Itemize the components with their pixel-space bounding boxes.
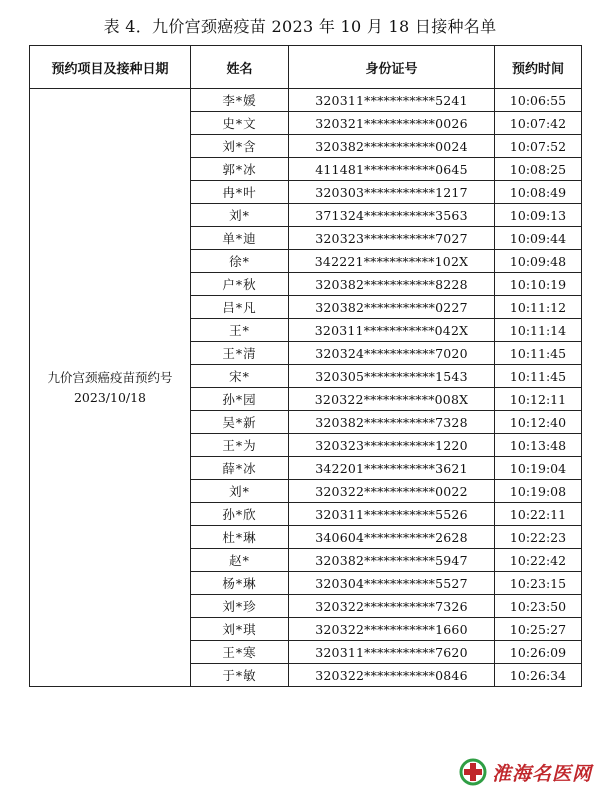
name-cell: 户*秋: [191, 273, 289, 296]
id-number-cell: 320324***********7020: [289, 342, 495, 365]
appointment-time-cell: 10:19:04: [495, 457, 582, 480]
appointment-time-cell: 10:19:08: [495, 480, 582, 503]
group-cell: [30, 89, 191, 687]
name-cell: 吴*新: [191, 411, 289, 434]
appointment-time-cell: 10:25:27: [495, 618, 582, 641]
id-number-cell: 320322***********0846: [289, 664, 495, 687]
name-cell: 郭*冰: [191, 158, 289, 181]
id-number-cell: 320305***********1543: [289, 365, 495, 388]
name-cell: 王*寒: [191, 641, 289, 664]
header-id: 身份证号: [289, 46, 495, 89]
id-number-cell: 320382***********8228: [289, 273, 495, 296]
appointment-time-cell: 10:22:11: [495, 503, 582, 526]
appointment-time-cell: 10:26:34: [495, 664, 582, 687]
appointment-time-cell: 10:26:09: [495, 641, 582, 664]
appointment-time-cell: 10:11:45: [495, 342, 582, 365]
name-cell: 刘*含: [191, 135, 289, 158]
appointment-time-cell: 10:09:44: [495, 227, 582, 250]
appointment-time-cell: 10:11:45: [495, 365, 582, 388]
id-number-cell: 320321***********0026: [289, 112, 495, 135]
table-caption: 表 4．九价宫颈癌疫苗 2023 年 10 月 18 日接种名单: [103, 17, 497, 36]
table-row: [30, 89, 582, 112]
name-cell: 王*为: [191, 434, 289, 457]
name-cell: 李*媛: [191, 89, 289, 112]
id-number-cell: 342221***********102X: [289, 250, 495, 273]
appointment-time-cell: 10:22:23: [495, 526, 582, 549]
medical-cross-logo-icon: [458, 757, 488, 787]
header-name: 姓名: [191, 46, 289, 89]
id-number-cell: 320311***********7620: [289, 641, 495, 664]
id-number-cell: 340604***********2628: [289, 526, 495, 549]
table-body: [30, 89, 582, 687]
appointment-time-cell: 10:09:13: [495, 204, 582, 227]
name-cell: 单*迪: [191, 227, 289, 250]
name-cell: 史*文: [191, 112, 289, 135]
appointment-time-cell: 10:08:25: [495, 158, 582, 181]
appointment-time-cell: 10:22:42: [495, 549, 582, 572]
appointment-time-cell: 10:07:42: [495, 112, 582, 135]
id-number-cell: 320382***********5947: [289, 549, 495, 572]
id-number-cell: 320323***********7027: [289, 227, 495, 250]
id-number-cell: 320311***********5241: [289, 89, 495, 112]
id-number-cell: 320322***********1660: [289, 618, 495, 641]
name-cell: 刘*: [191, 204, 289, 227]
id-number-cell: 320303***********1217: [289, 181, 495, 204]
appointment-time-cell: 10:11:12: [495, 296, 582, 319]
name-cell: 杨*琳: [191, 572, 289, 595]
appointment-time-cell: 10:12:11: [495, 388, 582, 411]
id-number-cell: 320322***********008X: [289, 388, 495, 411]
name-cell: 徐*: [191, 250, 289, 273]
appointment-time-cell: 10:23:15: [495, 572, 582, 595]
appointment-time-cell: 10:09:48: [495, 250, 582, 273]
header-time: 预约时间: [495, 46, 582, 89]
id-number-cell: 342201***********3621: [289, 457, 495, 480]
name-cell: 薛*冰: [191, 457, 289, 480]
name-cell: 孙*欣: [191, 503, 289, 526]
appointment-time-cell: 10:10:19: [495, 273, 582, 296]
vaccination-roster-table: [29, 45, 582, 687]
id-number-cell: 320322***********0022: [289, 480, 495, 503]
name-cell: 宋*: [191, 365, 289, 388]
name-cell: 王*清: [191, 342, 289, 365]
id-number-cell: 320382***********0227: [289, 296, 495, 319]
id-number-cell: 320382***********7328: [289, 411, 495, 434]
appointment-time-cell: 10:12:40: [495, 411, 582, 434]
id-number-cell: 320322***********7326: [289, 595, 495, 618]
appointment-time-cell: 10:07:52: [495, 135, 582, 158]
appointment-time-cell: 10:11:14: [495, 319, 582, 342]
appointment-time-cell: 10:06:55: [495, 89, 582, 112]
name-cell: 孙*园: [191, 388, 289, 411]
name-cell: 刘*珍: [191, 595, 289, 618]
name-cell: 吕*凡: [191, 296, 289, 319]
watermark-text: 淮海名医网: [491, 762, 592, 785]
appointment-time-cell: 10:08:49: [495, 181, 582, 204]
name-cell: 赵*: [191, 549, 289, 572]
name-cell: 王*: [191, 319, 289, 342]
id-number-cell: 411481***********0645: [289, 158, 495, 181]
name-cell: 冉*叶: [191, 181, 289, 204]
id-number-cell: 371324***********3563: [289, 204, 495, 227]
id-number-cell: 320311***********5526: [289, 503, 495, 526]
id-number-cell: 320311***********042X: [289, 319, 495, 342]
group-title: 九价宫颈癌疫苗预约号: [47, 369, 173, 385]
site-watermark: [444, 755, 592, 789]
name-cell: 于*敏: [191, 664, 289, 687]
id-number-cell: 320323***********1220: [289, 434, 495, 457]
id-number-cell: 320382***********0024: [289, 135, 495, 158]
id-number-cell: 320304***********5527: [289, 572, 495, 595]
group-date: 2023/10/18: [73, 389, 147, 405]
name-cell: 刘*琪: [191, 618, 289, 641]
appointment-time-cell: 10:23:50: [495, 595, 582, 618]
header-group: 预约项目及接种日期: [30, 46, 191, 89]
name-cell: 刘*: [191, 480, 289, 503]
table-header-row: [30, 46, 582, 89]
name-cell: 杜*琳: [191, 526, 289, 549]
appointment-time-cell: 10:13:48: [495, 434, 582, 457]
